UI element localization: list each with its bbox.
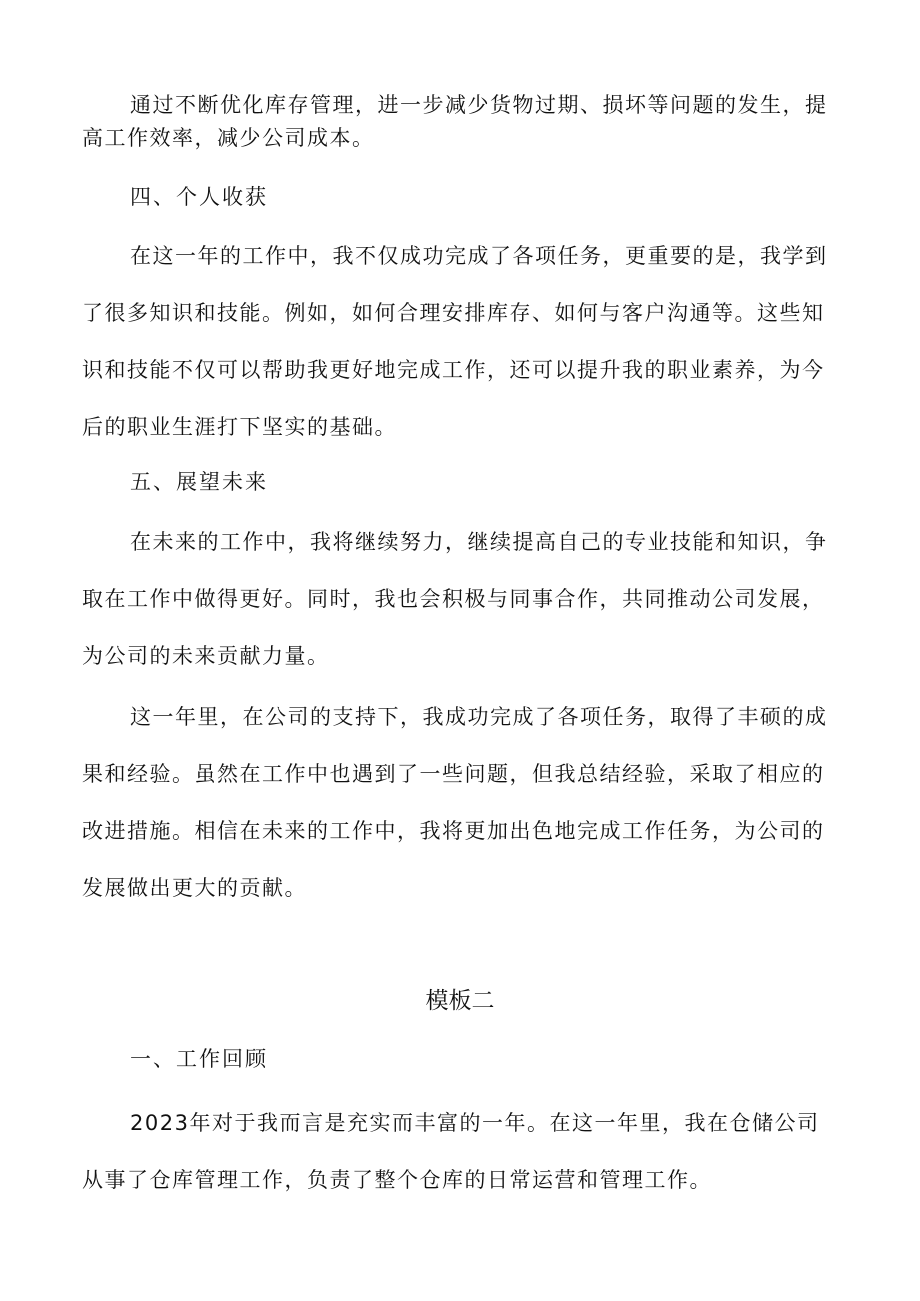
heading-future-outlook: 五、展望未来 [130, 470, 268, 494]
heading-personal-gains: 四、个人收获 [130, 185, 268, 209]
paragraph-work-review-text: 年对于我而言是充实而丰富的一年。在这一年里，我在仓储公司从事了仓库管理工作，负责了整个仓库的日常运营和管理工作。 [82, 1111, 820, 1192]
heading-work-review: 一、工作回顾 [130, 1047, 268, 1071]
paragraph-personal-gains: 在这一年的工作中，我不仅成功完成了各项任务，更重要的是，我学到了很多知识和技能。例如，如何合理安排库存、如何与客户沟通等。这些知识和技能不仅可以帮助我更好地完成工作，还可以提升我的职业素养，为今后的职业生涯打下坚实的基础。 [82, 244, 828, 439]
year-value: 2023 [130, 1111, 190, 1135]
template-title: 模板二 [425, 988, 495, 1014]
paragraph-year-summary: 这一年里，在公司的支持下，我成功完成了各项任务，取得了丰硕的成果和经验。虽然在工作中也遇到了一些问题，但我总结经验，采取了相应的改进措施。相信在未来的工作中，我将更加出色地完成工作任务，为公司的发展做出更大的贡献。 [82, 705, 828, 900]
paragraph-work-review [82, 1095, 832, 1209]
paragraph-future-outlook: 在未来的工作中，我将继续努力，继续提高自己的专业技能和知识，争取在工作中做得更好。同时，我也会积极与同事合作，共同推动公司发展，为公司的未来贡献力量。 [82, 530, 828, 668]
paragraph-inventory-optimization: 通过不断优化库存管理，进一步减少货物过期、损坏等问题的发生，提高工作效率，减少公司成本。 [82, 93, 828, 150]
